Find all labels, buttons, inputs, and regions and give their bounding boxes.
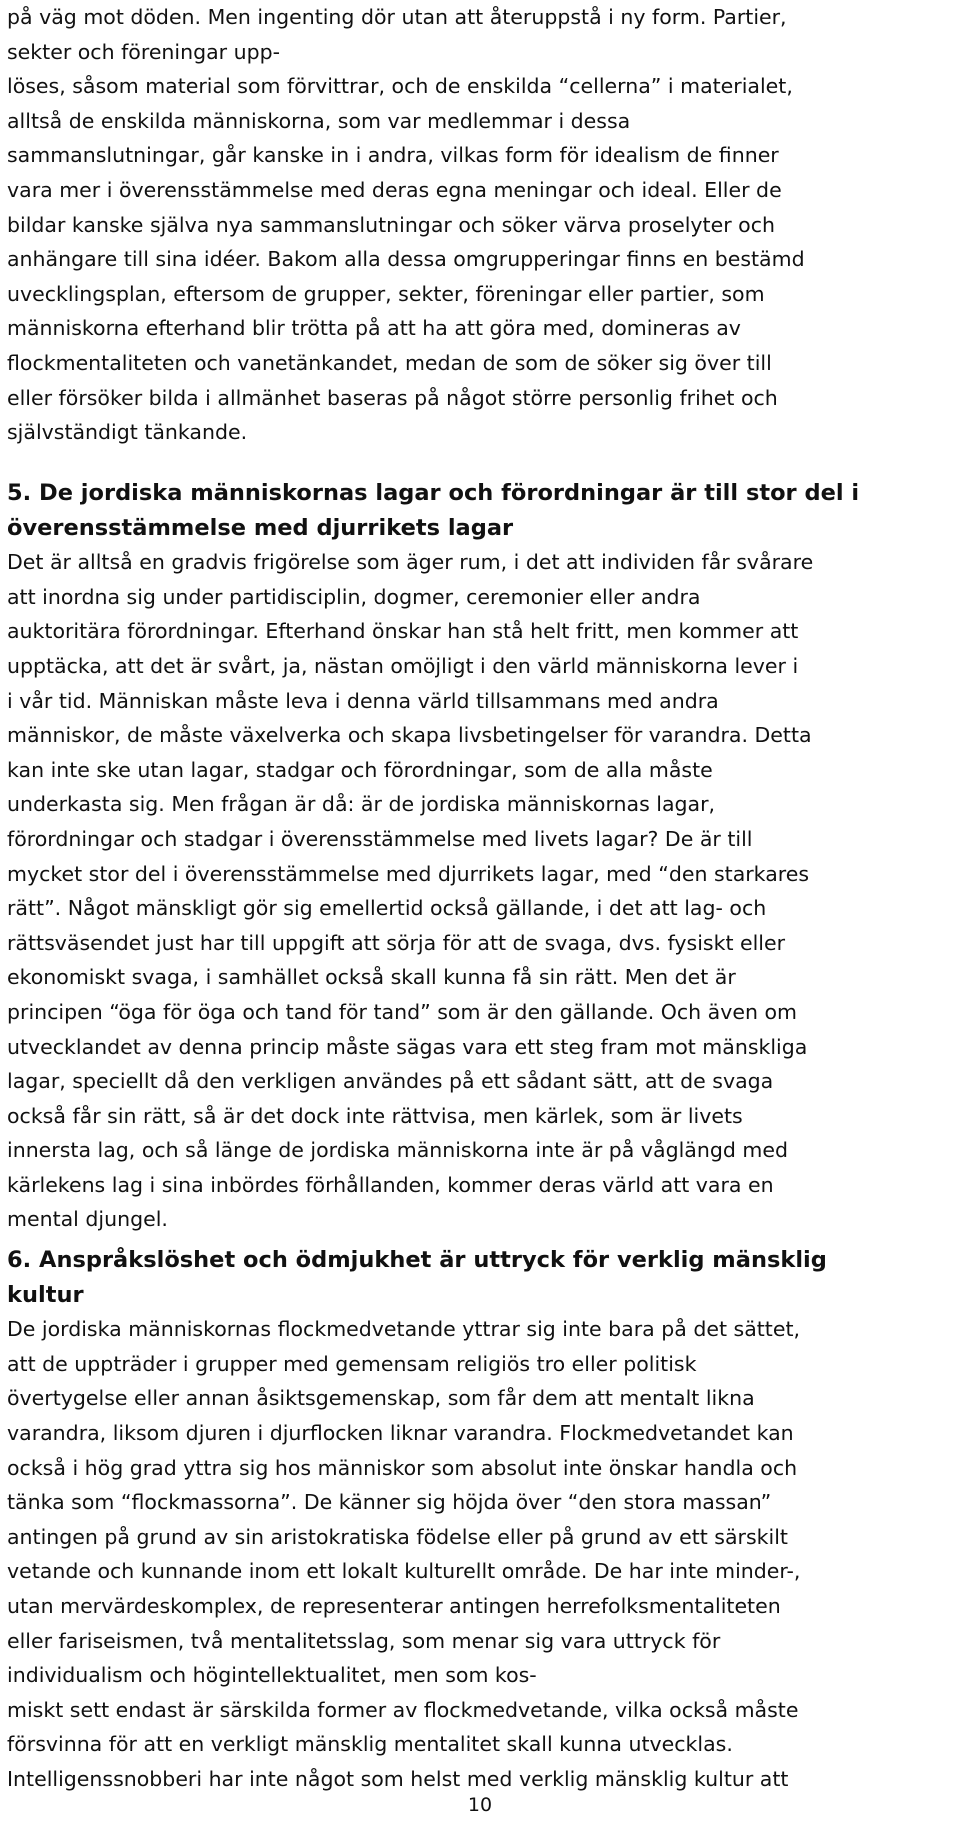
text-line: förordningar och stadgar i överensstämmelse med livets lagar? De är till (7, 826, 753, 851)
heading-line: överensstämmelse med djurrikets lagar (7, 514, 514, 541)
text-line: mycket stor del i överensstämmelse med djurrikets lagar, med “den starkares (7, 861, 810, 886)
text-line: människor, de måste växelverka och skapa livsbetingelser för varandra. Detta (7, 723, 812, 748)
text-line: anhängare till sina idéer. Bakom alla dessa omgrupperingar finns en bestämd (7, 247, 805, 272)
heading-line: 6. Anspråkslöshet och ödmjukhet är uttryck för verklig mänsklig (7, 1247, 827, 1273)
text-line: innersta lag, och så länge de jordiska människorna inte är på våglängd med (7, 1138, 788, 1163)
section-6 (7, 1243, 952, 1797)
text-line: försvinna för att en verkligt mänsklig mentalitet skall kunna utvecklas. (7, 1732, 733, 1757)
text-line: sammanslutningar, går kanske in i andra, vilkas form för idealism de finner (7, 143, 779, 168)
text-line: bildar kanske själva nya sammanslutningar och söker värva proselyter och (7, 212, 775, 237)
text-line: miskt sett endast är särskilda former av flockmedvetande, vilka också måste (7, 1697, 799, 1722)
text-line: utan mervärdeskomplex, de representerar antingen herrefolksmentaliteten (7, 1593, 781, 1618)
section-6-body (7, 1312, 952, 1796)
text-line: uvecklingsplan, eftersom de grupper, sekter, föreningar eller partier, som (7, 281, 765, 306)
text-line: Intelligenssnobberi har inte något som helst med verklig mänsklig kultur att (7, 1766, 789, 1791)
section-5-heading (7, 476, 952, 545)
text-line: kan inte ske utan lagar, stadgar och förordningar, som de alla måste (7, 757, 713, 782)
text-line: rättsväsendet just har till uppgift att sörja för att de svaga, dvs. fysiskt eller (7, 930, 786, 955)
text-line: också får sin rätt, så är det dock inte rättvisa, men kärlek, som är livets (7, 1103, 743, 1128)
text-line: sekter och föreningar upp- (7, 39, 281, 64)
text-line: eller fariseismen, två mentalitetsslag, som menar sig vara uttryck för (7, 1628, 721, 1653)
text-line: lagar, speciellt då den verkligen användes på ett sådant sätt, att de svaga (7, 1069, 774, 1094)
text-line: antingen på grund av sin aristokratiska födelse eller på grund av ett särskilt (7, 1524, 788, 1549)
section-5 (7, 476, 952, 1237)
text-line: varandra, liksom djuren i djurflocken liknar varandra. Flockmedvetandet kan (7, 1420, 794, 1445)
text-line: vara mer i överensstämmelse med deras egna meningar och ideal. Eller de (7, 177, 782, 202)
text-line: kärlekens lag i sina inbördes förhållanden, kommer deras värld att vara en (7, 1172, 774, 1197)
text-line: De jordiska människornas flockmedvetande yttrar sig inte bara på det sättet, (7, 1317, 801, 1342)
text-line: i vår tid. Människan måste leva i denna värld tillsammans med andra (7, 688, 719, 713)
text-line: människorna efterhand blir trötta på att ha att göra med, domineras av (7, 316, 741, 341)
paragraph-continued (7, 0, 952, 450)
section-6-heading (7, 1243, 952, 1312)
text-line: också i hög grad yttra sig hos människor som absolut inte önskar handla och (7, 1455, 798, 1480)
page-number: 10 (467, 1794, 493, 1816)
text-line: mental djungel. (7, 1207, 168, 1232)
text-line: alltså de enskilda människorna, som var medlemmar i dessa (7, 108, 631, 133)
text-line: att inordna sig under partidisciplin, dogmer, ceremonier eller andra (7, 584, 701, 609)
text-line: Det är alltså en gradvis frigörelse som äger rum, i det att individen får svårare (7, 550, 814, 575)
text-line: principen “öga för öga och tand för tand” som är den gällande. Och även om (7, 999, 797, 1024)
heading-line: 5. De jordiska människornas lagar och förordningar är till stor del i (7, 480, 860, 506)
text-line: individualism och högintellektualitet, men som kos- (7, 1663, 537, 1688)
text-line: övertygelse eller annan åsiktsgemenskap, som får dem att mentalt likna (7, 1386, 755, 1411)
text-line: rätt”. Något mänskligt gör sig emellertid också gällande, i det att lag- och (7, 896, 767, 921)
text-line: auktoritära förordningar. Efterhand önskar han stå helt fritt, men kommer att (7, 619, 799, 644)
text-line: flockmentaliteten och vanetänkandet, medan de som de söker sig över till (7, 350, 772, 375)
text-line: löses, såsom material som förvittrar, och de enskilda “cellerna” i materialet, (7, 74, 793, 99)
text-line: självständigt tänkande. (7, 420, 248, 445)
text-line: upptäcka, att det är svårt, ja, nästan omöjligt i den värld människorna lever i (7, 653, 799, 678)
text-line: eller försöker bilda i allmänhet baseras på något större personlig frihet och (7, 385, 778, 410)
text-line: på väg mot döden. Men ingenting dör utan att återuppstå i ny form. Partier, (7, 5, 787, 29)
text-line: utvecklandet av denna princip måste sägas vara ett steg fram mot mänskliga (7, 1034, 808, 1059)
heading-line: kultur (7, 1281, 84, 1308)
section-5-body (7, 545, 952, 1237)
text-line: vetande och kunnande inom ett lokalt kulturellt område. De har inte minder-, (7, 1559, 801, 1584)
text-line: underkasta sig. Men frågan är då: är de jordiska människornas lagar, (7, 792, 716, 817)
text-line: att de uppträder i grupper med gemensam religiös tro eller politisk (7, 1351, 697, 1376)
text-line: tänka som “flockmassorna”. De känner sig höjda över “den stora massan” (7, 1490, 772, 1515)
text-line: ekonomiskt svaga, i samhället också skall kunna få sin rätt. Men det är (7, 965, 736, 990)
